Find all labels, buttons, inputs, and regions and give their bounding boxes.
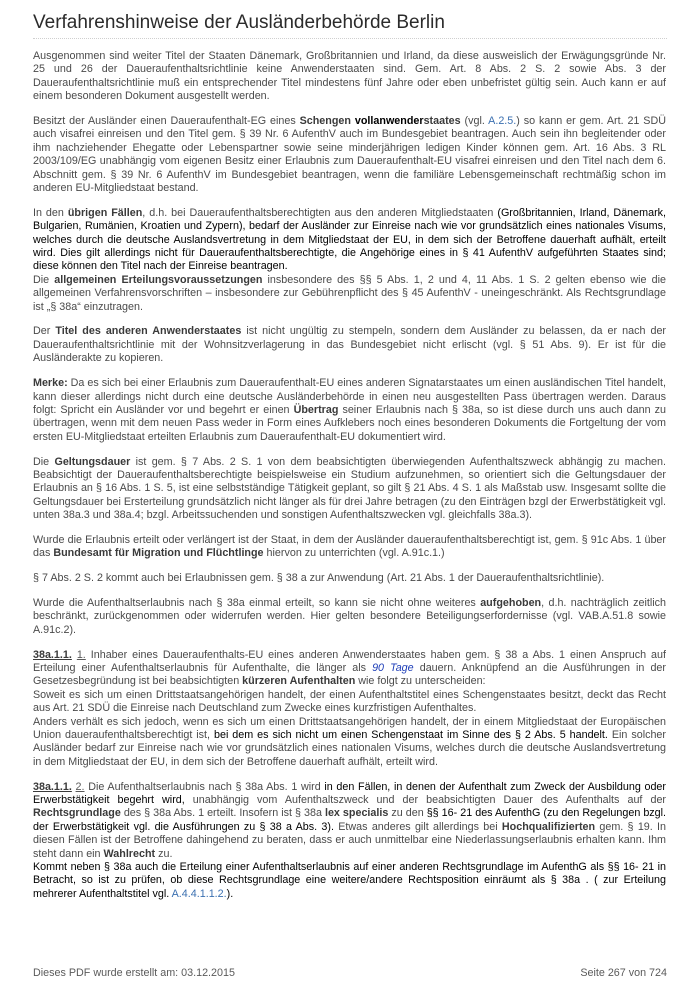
paragraph-revocation: Wurde die Aufenthaltserlaubnis nach § 38a einmal erteilt, so kann sie nicht ohne weiteres aufgehoben, d.h. nachträglich zeitlich beschränkt, zurückgenommen oder widerrufen werden. Hier gelten besondere Beteiligungserfordernisse (vgl. VAB.A.51.8 sowie A.91c.2).	[33, 596, 667, 636]
paragraph-section-7: § 7 Abs. 2 S. 2 kommt auch bei Erlaubnissen gem. § 38 a zur Anwendung (Art. 21 Abs. 1 der Daueraufenthaltsrichtlinie).	[33, 572, 605, 585]
link-a-4-4-1-1-2[interactable]: A.4.4.1.1.2.	[171, 887, 227, 900]
section-number: 38a.1.1.	[33, 648, 72, 661]
document-body	[33, 50, 666, 913]
page-header	[33, 10, 667, 39]
paragraph-schengen-full-user: Besitzt der Ausländer einen Daueraufenthalt-EG eines Schengen vollanwenderstaates (vgl. A.2.5.) so kann er gem. Art. 21 SDÜ auch visafrei einreisen und den Titel gem. § 39 Nr. 6 AufenthV auch im Bundesgebiet beantragen. Auch sein ihn begleitender oder ihm nachziehender Ehegatte oder Lebenspartner sowie seine minderjährigen ledigen Kinder können gem. Art. 16 Abs. 3 RL 2003/109/EG unabhängig vom eigenen Besitz einer Erlaubnis zum Daueraufenthalt-EU visafrei einreisen und den Titel nach dem 6. Abschnitt gem. § 39 Nr. 6 AufenthV im Bundesgebiet beantragen, wenn die familiäre Lebensgemeinschaft rechtmäßig schon im anderen EU-Mitgliedstaat bestand.	[33, 115, 666, 195]
subsection-number: 2.	[75, 780, 85, 793]
footer-page-number: Seite 267 von 724	[580, 967, 667, 979]
paragraph-excluded-states: Ausgenommen sind weiter Titel der Staaten Dänemark, Großbritannien und Irland, da diese ausweislich der Erwägungsgründe Nr. 25 und 26 der Daueraufenthaltsrichtlinie keine Anwenderstaaten sind. Gem. Art. 8 Abs. 2 S. 2 sowie Abs. 3 der Daueraufenthaltsrichtlinie muß ein entsprechender Titel mindestens fünf Jahre oder eben unbefristet gültig sein. Auch kann er auf einem besonderen Dokument ausgestellt werden.	[33, 50, 666, 103]
paragraph-merke: Merke: Da es sich bei einer Erlaubnis zum Daueraufenthalt-EU eines anderen Signatarstaates um einen ausländischen Titel handelt, kann dieser allerdings nicht durch eine deutsche Ausländerbehörde in einen neu ausgestellten Pass übertragen werden. Daraus folgt: Spricht ein Ausländer vor und begehrt er einen Übertrag seiner Erlaubnis nach § 38a, so ist diese durch uns auch dann zu übertragen, wenn mit dem neuen Pass weder in Form eines Aufklebers noch eines besonderen Dokuments die Fortgeltung der vom ersten EU-Mitgliedstaat erteilten Erlaubnis zum Daueraufenthalt-EU dokumentiert wird.	[33, 377, 666, 443]
paragraph-other-cases: In den übrigen Fällen, d.h. bei Daueraufenthaltsberechtigten aus den anderen Mitgliedstaaten (Großbritannien, Irland, Dänemark, Bulgarien, Rumänien, Kroatien und Zypern), bedarf der Ausländer zur Einreise nach wie vor grundsätzlich eines nationales Visums, welches durch die deutsche Auslandsvertretung in dem Mitgliedstaat der EU, in dem sich der Betroffene dauerhaft aufhält, erteilt wird. Dies gilt allerdings nicht für Daueraufenthaltsberechtigte, die Angehörige eines in § 41 AufenthV aufgeführten Staates sind; diese können den Titel nach der Einreise beantragen.	[33, 206, 667, 273]
link-a-2-5[interactable]: A.2.5.	[488, 115, 517, 128]
paragraph-validity: Die Geltungsdauer ist gem. § 7 Abs. 2 S. 1 von dem beabsichtigten überwiegenden Aufenthaltszweck abhängig zu machen. Beabsichtigt der Daueraufenthaltsberechtigte beispielsweise ein Studium aufzunehmen, so orientiert sich die Geltungsdauer der Erlaubnis an § 16 Abs. 1 S. 5, ist eine selbstständige Tätigkeit geplant, so gilt § 21 Abs. 4 S. 1 als Maßstab usw. Insgesamt sollte die Geltungsdauer bei Ersterteilung grundsätzlich nicht länger als für drei Jahre betragen (zu den Einträgen bzgl der Erwerbstätigkeit vgl. unten 38a.3 und 38a.4; bzgl. Arbeitssuchenden und sonstigen Aufenthaltszwecken vgl. gleichfalls 38a.3).	[33, 455, 666, 522]
paragraph-general-requirements: Die allgemeinen Erteilungsvoraussetzungen insbesondere des §§ 5 Abs. 1, 2 und 4, 11 Abs. 1 S. 2 gelten ebenso wie die allgemeinen Verfahrensvorschriften – insbesondere zur Gebührenpflicht des § 45 AufenthV - uneingeschränkt. Als Rechtsgrundlage ist „§ 38a“ einzutragen.	[33, 273, 666, 313]
page-title: Verfahrenshinweise der Ausländerbehörde Berlin	[33, 12, 445, 33]
section-number: 38a.1.1.	[33, 780, 72, 793]
subsection-number: 1.	[76, 648, 86, 661]
footer-created-date: Dieses PDF wurde erstellt am: 03.12.2015	[33, 967, 235, 979]
paragraph-notification: Wurde die Erlaubnis erteilt oder verlängert ist der Staat, in dem der Ausländer daueraufenthaltsberechtigt ist, gem. § 91c Abs. 1 über das Bundesamt für Migration und Flüchtlinge hiervon zu unterrichten (vgl. A.91c.1.)	[33, 533, 666, 560]
section-38a-1-1-2: 38a.1.1. 2. Die Aufenthaltserlaubnis nach § 38a Abs. 1 wird in den Fällen, in denen der Aufenthalt zum Zweck der Ausbildung oder Erwerbstätigkeit begehrt wird, unabhängig vom Aufenthaltszweck und der beabsichtigten Dauer des Aufenthalts auf der Rechtsgrundlage des § 38a Abs. 1 erteilt. Insofern ist § 38a lex specialis zu den §§ 16- 21 des AufenthG (zu den Regelungen bzgl. der Erwerbstätigkeit vgl. die Ausführungen zu § 38 a Abs. 3). Etwas anderes gilt allerdings bei Hochqualifizierten gem. § 19. In diesen Fällen ist der Betroffene dahingehend zu beraten, dass er auch unmittelbar eine Niederlassungserlaubnis erhalten kann. Ihm steht dann ein Wahlrecht zu. Kommt neben § 38a auch die Erteilung einer Aufenthaltserlaubnis auf einer anderen Rechtsgrundlage im AufenthG als §§ 16- 21 in Betracht, so ist zu prüfen, ob diese Rechtsgrundlage eine weitere/andere Rechtsposition einräumt als § 38a . ( zur Erteilung mehrerer Aufenthaltstitel vgl. A.4.4.1.1.2.).	[33, 780, 667, 900]
section-38a-1-1-1: 38a.1.1. 1. Inhaber eines Daueraufenthalts-EU eines anderen Anwenderstaates haben gem. § 38 a Abs. 1 einen Anspruch auf Erteilung einer Aufenthaltserlaubnis für Aufenthalte, die länger als 90 Tage dauern. Anknüpfend an die Ausführungen in der Gesetzesbegründung ist bei beabsichtigten kürzeren Aufenthalten wie folgt zu unterscheiden: Soweit es sich um einen Drittstaatsangehörigen handelt, der einen Aufenthaltstitel eines Schengenstaates besitzt, deckt das Recht aus Art. 21 SDÜ die Einreise nach Deutschland zum Zwecke eines kurzfristigen Aufenthaltes. Anders verhält es sich jedoch, wenn es sich um einen Drittstaatsangehörigen handelt, der in einem Mitgliedstaat der Europäischen Union daueraufenthaltsberechtigt ist, bei dem es sich nicht um einen Schengenstaat im Sinne des § 2 Abs. 5 handelt. Ein solcher Ausländer bedarf zur Einreise nach wie vor grundsätzlich eines nationalen Visums, welches durch die deutsche Auslandsvertretung in dem Mitgliedstaat der EU, in dem sich der Betroffene dauerhaft aufhält, erteilt wird.	[33, 648, 666, 768]
page-footer	[33, 967, 667, 979]
paragraph-title-other-state: Der Titel des anderen Anwenderstaates ist nicht ungültig zu stempeln, sondern dem Ausländer zu belassen, da er nach der Daueraufenthaltsrichtlinie mit der Wohnsitzverlagerung in das Bundesgebiet nicht erlischt (vgl. § 51 Abs. 9). Er ist für die Ausländerakte zu kopieren.	[33, 325, 667, 365]
